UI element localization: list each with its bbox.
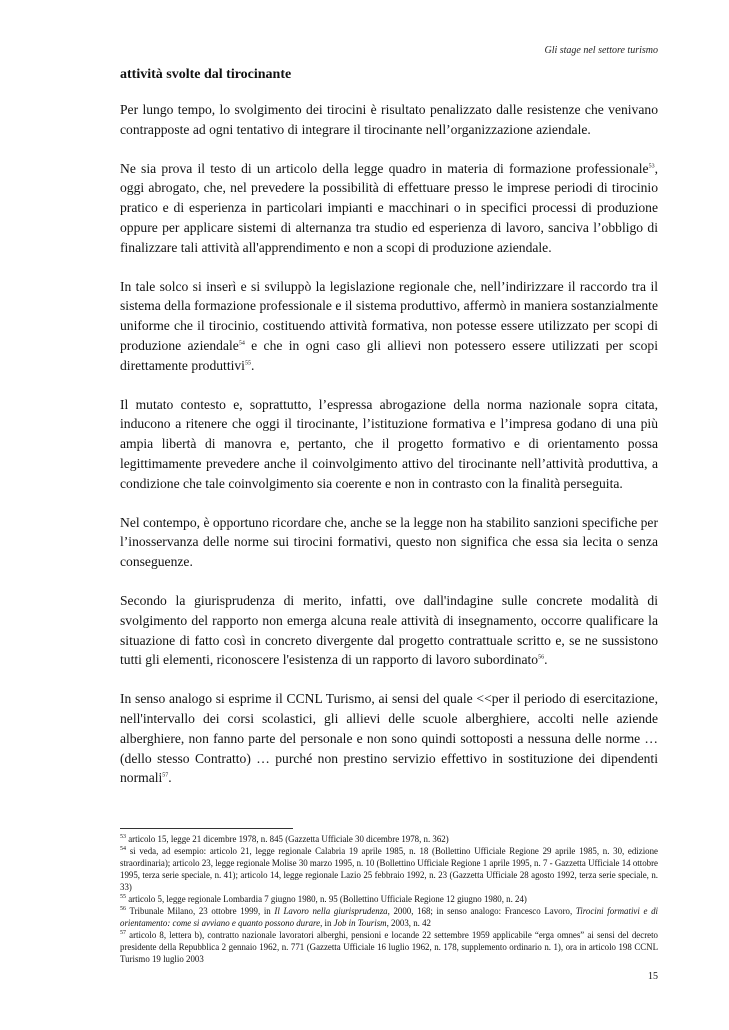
text-run: Tribunale Milano, 23 ottobre 1999, in bbox=[126, 906, 275, 916]
footnote-divider bbox=[120, 828, 293, 829]
footnote-number: 56 bbox=[120, 906, 126, 913]
text-run: e che in ogni caso gli allievi non potessero essere utilizzati per scopi direttamente produttivi bbox=[120, 337, 659, 373]
footnotes bbox=[120, 833, 658, 965]
text-run: articolo 8, lettera b), contratto nazionale lavoratori alberghi, pensioni e locande 22 settembre 1959 applicabile “erga omnes” ai sensi del decreto presidente della Repubblica 2 gennaio 1962, n. 771 (Gazzetta Ufficiale 16 luglio 1962, n. 178, supplemento ordinario n. 1), ora in articolo 198 CCNL Turismo 19 luglio 2003 bbox=[120, 930, 658, 964]
text-run: In senso analogo si esprime il CCNL Turismo, ai sensi del quale <<per il periodo di esercitazione, nell'intervallo dei corsi scolastici, gli allievi delle scuole alberghiere, accolti nelle aziende alberghiere, non fanno parte del personale e non sono quindi sottoposti a nessuna delle norme … (dello stesso Contratto) … purché non prestino servizio effettivo in sostituzione dei dipendenti normali bbox=[120, 691, 658, 786]
text-run: , in bbox=[320, 918, 334, 928]
text-run: , 2000, 168; in senso analogo: Francesco Lavoro, bbox=[387, 906, 576, 916]
footnote-number: 55 bbox=[120, 894, 126, 901]
footnote-reference: 55 bbox=[244, 360, 251, 367]
footnote-reference: 57 bbox=[162, 772, 169, 779]
paragraph bbox=[120, 159, 658, 258]
footnote-number: 57 bbox=[120, 930, 126, 937]
text-run: Il mutato contesto e, soprattutto, l’espressa abrogazione della norma nazionale sopra citata, inducono a ritenere che oggi il tirocinante, l’istituzione formativa e l’impresa godano di una più ampia libertà di manovra e, pertanto, che il progetto formativo e di orientamento possa legittimamente prevedere anche il coinvolgimento attivo del tirocinante nell’attività produttiva, a condizione che tale coinvolgimento sia coerente e non in contrasto con la finalità perseguita. bbox=[120, 396, 658, 491]
paragraph bbox=[120, 100, 658, 140]
italic-text: Tirocini formativi e di orientamento: come si avviano e quanto possono durare bbox=[120, 906, 658, 928]
page-number: 15 bbox=[648, 971, 658, 982]
running-header: Gli stage nel settore turismo bbox=[544, 45, 658, 56]
text-run: Secondo la giurisprudenza di merito, infatti, ove dall'indagine sulle concrete modalità di svolgimento del rapporto non emerga alcuna reale attività di insegnamento, occorre qualificare la situazione di fatto così in concreto divergente dal progetto contrattuale scritto e, se ne sussistono tutti gli elementi, riconoscere l'esistenza di un rapporto di lavoro subordinato bbox=[120, 592, 658, 668]
text-run: , 2003, n. 42 bbox=[386, 918, 431, 928]
paragraph bbox=[120, 277, 658, 376]
text-run: . bbox=[168, 770, 172, 786]
section-title: attività svolte dal tirocinante bbox=[120, 67, 292, 82]
text-run: Ne sia prova il testo di un articolo della legge quadro in materia di formazione professionale bbox=[120, 160, 649, 176]
footnote-item bbox=[120, 905, 658, 929]
main-content bbox=[120, 66, 658, 807]
body-paragraphs bbox=[120, 100, 658, 788]
text-run: , oggi abrogato, che, nel prevedere la possibilità di effettuare presso le imprese periodi di tirocinio pratico e di esperienza in particolari impianti e macchinari o in specifici processi di produzione oppure per applicare sistemi di alternanza tra studio ed esperienza di lavoro, sanciva l’obbligo di finalizzare tali attività all'apprendimento e non a scopi di produzione aziendale. bbox=[120, 160, 658, 255]
footnote-reference: 56 bbox=[538, 654, 545, 661]
paragraph bbox=[120, 591, 658, 670]
text-run: articolo 5, legge regionale Lombardia 7 giugno 1980, n. 95 (Bollettino Ufficiale Regione 12 giugno 1980, n. 24) bbox=[126, 894, 527, 904]
text-run: . bbox=[544, 652, 548, 668]
footnote-item bbox=[120, 845, 658, 893]
text-run: Nel contempo, è opportuno ricordare che, anche se la legge non ha stabilito sanzioni specifiche per l’inosservanza delle norme sui tirocini formativi, questo non significa che essa sia lecita o senza conseguenze. bbox=[120, 514, 658, 570]
italic-text: Job in Tourism bbox=[333, 918, 387, 928]
footnote-item bbox=[120, 833, 658, 845]
paragraph bbox=[120, 513, 658, 572]
footnote-item bbox=[120, 893, 658, 905]
paragraph bbox=[120, 689, 658, 788]
italic-text: Il Lavoro nella giurisprudenza bbox=[274, 906, 388, 916]
footnote-item bbox=[120, 929, 658, 965]
text-run: Per lungo tempo, lo svolgimento dei tirocini è risultato penalizzato dalle resistenze che venivano contrapposte ad ogni tentativo di integrare il tirocinante nell’organizzazione aziendale. bbox=[120, 102, 658, 137]
footnote-number: 54 bbox=[120, 846, 126, 853]
footnote-reference: 54 bbox=[238, 340, 245, 347]
text-run: . bbox=[250, 357, 255, 373]
footnote-reference: 53 bbox=[648, 163, 655, 170]
paragraph bbox=[120, 395, 658, 494]
text-run: articolo 15, legge 21 dicembre 1978, n. 845 (Gazzetta Ufficiale 30 dicembre 1978, n. 362) bbox=[126, 834, 449, 844]
text-run: In tale solco si inserì e si sviluppò la legislazione regionale che, nell’indirizzare il raccordo tra il sistema della formazione professionale e il sistema produttivo, affermò in maniera sostanzialmente uniforme che il tirocinio, costituendo attività formativa, non potesse essere utilizzato per scopi di produzione aziendale bbox=[120, 278, 658, 353]
footnote-number: 53 bbox=[120, 834, 126, 841]
text-run: si veda, ad esempio: articolo 21, legge regionale Calabria 19 aprile 1985, n. 18 (Bollettino Ufficiale Regione 29 aprile 1985, n. 30, edizione straordinaria); articolo 23, legge regionale Molise 30 marzo 1995, n. 10 (Bollettino Ufficiale Regione 1 aprile 1995, n. 7 - Gazzetta Ufficiale 14 ottobre 1995, terza serie speciale, n. 41); articolo 14, legge regionale Lazio 25 febbraio 1992, n. 23 (Gazzetta Ufficiale 28 agosto 1992, terza serie speciale, n. 33) bbox=[120, 846, 658, 892]
